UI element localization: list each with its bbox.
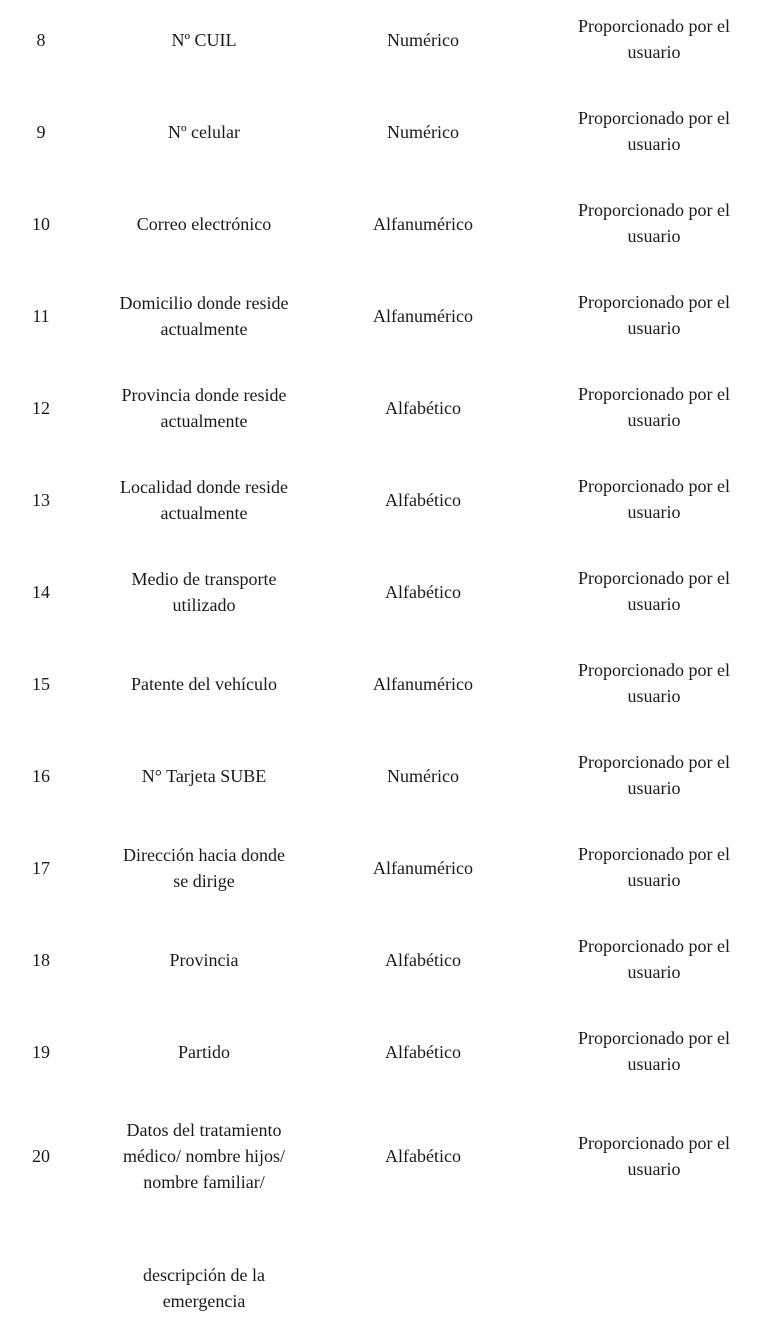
field-source-line: usuario	[627, 870, 681, 890]
field-source-text	[578, 276, 730, 341]
field-source-line: usuario	[627, 502, 681, 522]
field-name	[82, 460, 326, 540]
row-number	[0, 920, 82, 1000]
field-source-text	[578, 828, 730, 893]
field-type	[326, 368, 520, 448]
table-row	[0, 828, 768, 908]
field-name-text	[142, 763, 267, 789]
field-name-line: Datos del tratamiento	[126, 1120, 282, 1140]
field-source-line: usuario	[627, 226, 681, 246]
field-source-text	[578, 552, 730, 617]
row-number-text: 19	[32, 1042, 50, 1062]
field-source-text	[578, 644, 730, 709]
field-source-text	[578, 184, 730, 249]
row-number-text: 15	[32, 674, 50, 694]
field-type	[326, 184, 520, 264]
table-row	[0, 736, 768, 816]
field-source-line: Proporcionado por el	[578, 16, 730, 36]
field-name	[82, 184, 326, 264]
field-source-line: Proporcionado por el	[578, 752, 730, 772]
field-source-line: Proporcionado por el	[578, 108, 730, 128]
field-name-line: actualmente	[160, 503, 248, 523]
field-name-line: Localidad donde reside	[120, 477, 288, 497]
table-row	[0, 1012, 768, 1092]
field-source-text	[578, 92, 730, 157]
field-type	[326, 0, 520, 80]
row-number	[0, 1012, 82, 1092]
field-source-line: usuario	[627, 778, 681, 798]
field-source	[540, 0, 768, 80]
field-name	[82, 644, 326, 724]
field-type-text: Alfabético	[385, 1146, 461, 1166]
field-name	[82, 1104, 326, 1208]
field-name	[82, 552, 326, 632]
field-source	[540, 552, 768, 632]
row-number-text: 18	[32, 950, 50, 970]
field-name-line: Partido	[178, 1042, 230, 1062]
field-type-text: Alfabético	[385, 582, 461, 602]
row-number	[0, 828, 82, 908]
table-row	[0, 92, 768, 172]
field-name-text	[122, 382, 287, 434]
field-type-text: Numérico	[387, 30, 459, 50]
field-source	[540, 644, 768, 724]
table-row	[0, 368, 768, 448]
row-number	[0, 92, 82, 172]
field-type-text: Alfanumérico	[373, 858, 473, 878]
field-source-text	[578, 1012, 730, 1077]
row-number-text: 16	[32, 766, 50, 786]
row-number-text: 14	[32, 582, 50, 602]
field-type	[326, 736, 520, 816]
field-name	[82, 828, 326, 908]
row-number-text: 17	[32, 858, 50, 878]
table-row	[0, 644, 768, 724]
row-number	[0, 1104, 82, 1208]
field-type	[326, 920, 520, 1000]
field-source	[540, 184, 768, 264]
row-number-text: 12	[32, 398, 50, 418]
field-source-line: Proporcionado por el	[578, 1028, 730, 1048]
row-number	[0, 0, 82, 80]
field-type	[326, 644, 520, 724]
field-name-text	[178, 1039, 230, 1065]
row-number	[0, 644, 82, 724]
field-type-text: Numérico	[387, 122, 459, 142]
field-name	[82, 0, 326, 80]
field-name-line: Provincia donde reside	[121, 385, 287, 405]
field-source	[540, 368, 768, 448]
field-name-line: Dirección hacia donde	[123, 845, 285, 865]
field-type-text: Alfanumérico	[373, 214, 473, 234]
field-source-line: usuario	[627, 594, 681, 614]
field-name-text	[137, 211, 271, 237]
field-source-line: Proporcionado por el	[578, 292, 730, 312]
table-row	[0, 920, 768, 1000]
field-source-text	[578, 920, 730, 985]
table-row	[0, 184, 768, 264]
field-source	[540, 736, 768, 816]
field-source-line: Proporcionado por el	[578, 200, 730, 220]
continued-line-2: emergencia	[162, 1291, 246, 1311]
row-number-text: 10	[32, 214, 50, 234]
row-number	[0, 184, 82, 264]
field-source-line: usuario	[627, 42, 681, 62]
field-name-text	[123, 1117, 285, 1195]
field-name-line: Medio de transporte	[131, 569, 277, 589]
field-name-line: Correo electrónico	[136, 214, 272, 234]
field-name-line: actualmente	[160, 411, 248, 431]
row-number-text: 8	[36, 30, 46, 50]
field-type	[326, 1104, 520, 1208]
field-name-line: Nº celular	[167, 122, 241, 142]
field-name-line: utilizado	[172, 595, 236, 615]
field-name	[82, 920, 326, 1000]
field-name	[82, 1012, 326, 1092]
field-name	[82, 368, 326, 448]
field-name-line: médico/ nombre hijos/	[123, 1146, 285, 1166]
field-source-line: usuario	[627, 134, 681, 154]
field-name	[82, 736, 326, 816]
field-source-line: Proporcionado por el	[578, 844, 730, 864]
row-number	[0, 368, 82, 448]
continued-field-description	[82, 1262, 326, 1314]
field-type-text: Alfabético	[385, 1042, 461, 1062]
field-type	[326, 828, 520, 908]
field-source-line: usuario	[627, 1054, 681, 1074]
table-row	[0, 1104, 768, 1208]
field-name-text	[120, 290, 289, 342]
field-source-text	[578, 736, 730, 801]
field-source-text	[578, 1130, 730, 1182]
table-row	[0, 276, 768, 356]
field-source	[540, 1012, 768, 1092]
field-name	[82, 92, 326, 172]
field-source	[540, 920, 768, 1000]
field-source-line: Proporcionado por el	[578, 660, 730, 680]
field-type-text: Numérico	[387, 766, 459, 786]
field-name-line: Provincia	[169, 950, 239, 970]
field-name-line: nombre familiar/	[143, 1172, 265, 1192]
field-source	[540, 828, 768, 908]
field-name-line: N° Tarjeta SUBE	[141, 766, 267, 786]
table-row	[0, 460, 768, 540]
field-type	[326, 460, 520, 540]
field-source-line: Proporcionado por el	[578, 1133, 730, 1153]
field-name-text	[120, 474, 288, 526]
field-type	[326, 92, 520, 172]
field-source-line: usuario	[627, 962, 681, 982]
field-name-line: Patente del vehículo	[131, 674, 277, 694]
field-name-line: actualmente	[160, 319, 248, 339]
field-source-line: Proporcionado por el	[578, 384, 730, 404]
continued-line-1: descripción de la	[143, 1265, 265, 1285]
field-source-line: usuario	[627, 686, 681, 706]
field-name-text	[131, 671, 277, 697]
field-type-text: Alfanumérico	[373, 306, 473, 326]
field-type	[326, 1012, 520, 1092]
field-name-line: Nº CUIL	[171, 30, 237, 50]
field-name-line: se dirige	[173, 871, 235, 891]
field-source	[540, 276, 768, 356]
row-number	[0, 276, 82, 356]
row-number	[0, 552, 82, 632]
field-type	[326, 276, 520, 356]
field-source-text	[578, 368, 730, 433]
field-type	[326, 552, 520, 632]
field-source-line: Proporcionado por el	[578, 936, 730, 956]
row-number-text: 20	[32, 1146, 50, 1166]
field-source	[540, 1104, 768, 1208]
table-row	[0, 0, 768, 80]
field-name-text	[168, 119, 240, 145]
field-type-text: Alfabético	[385, 490, 461, 510]
field-name-text	[171, 27, 236, 53]
field-name-line: Domicilio donde reside	[119, 293, 289, 313]
row-number	[0, 736, 82, 816]
field-name-text	[132, 566, 277, 618]
field-source-line: Proporcionado por el	[578, 476, 730, 496]
field-type-text: Alfabético	[385, 398, 461, 418]
field-name	[82, 276, 326, 356]
field-name-text	[170, 947, 239, 973]
row-number-text: 9	[36, 122, 46, 142]
field-source	[540, 92, 768, 172]
field-source-line: usuario	[627, 410, 681, 430]
row-number-text: 11	[32, 306, 50, 326]
field-source-line: Proporcionado por el	[578, 568, 730, 588]
field-type-text: Alfanumérico	[373, 674, 473, 694]
field-source	[540, 460, 768, 540]
row-number-text: 13	[32, 490, 50, 510]
row-number	[0, 460, 82, 540]
field-name-text	[123, 842, 285, 894]
field-source-line: usuario	[627, 318, 681, 338]
field-type-text: Alfabético	[385, 950, 461, 970]
table-row	[0, 552, 768, 632]
field-source-line: usuario	[627, 1159, 681, 1179]
field-source-text	[578, 0, 730, 65]
field-source-text	[578, 460, 730, 525]
